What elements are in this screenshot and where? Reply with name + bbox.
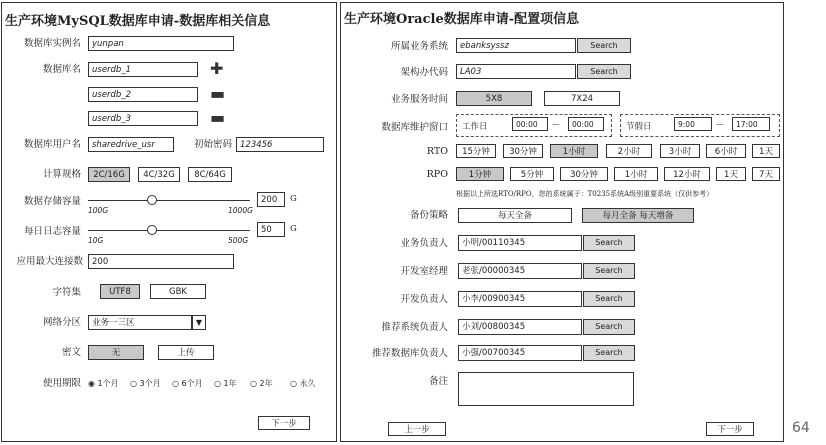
zone-label: 网络分区 <box>42 317 81 328</box>
dev-mgr-search-button[interactable]: Search <box>583 263 635 279</box>
remark-label: 备注 <box>428 376 448 387</box>
system-input[interactable]: ebanksyssz <box>456 38 576 53</box>
log-label: 每日日志容量 <box>23 226 81 237</box>
org-input[interactable]: LA03 <box>456 64 576 79</box>
rpo-note: 根据以上所选RTO/RPO，您的系统属于：T0235系统A级别重要系统（仅供参考） <box>456 190 714 198</box>
dbname-input-2[interactable]: userdb_2 <box>88 87 198 102</box>
spec-option-1[interactable]: 2C/16G <box>88 167 130 182</box>
dev-owner-search-button[interactable]: Search <box>583 291 635 307</box>
charset-label: 字符集 <box>52 287 81 298</box>
dev-mgr-input[interactable]: 老张/00000345 <box>458 263 582 279</box>
oracle-form-title: 生产环境Oracle数据库申请-配置项信息 <box>344 12 580 27</box>
system-search-button[interactable]: Search <box>577 38 631 53</box>
biz-owner-label: 业务负责人 <box>400 238 448 249</box>
spec-option-2[interactable]: 4C/32G <box>138 167 180 182</box>
rpo-option[interactable]: 7天 <box>752 167 780 181</box>
rpo-option[interactable]: 30分钟 <box>560 167 608 181</box>
initpwd-label: 初始密码 <box>193 139 232 150</box>
dbname-label: 数据库名 <box>42 64 81 75</box>
rto-option[interactable]: 2小时 <box>606 144 652 158</box>
service-option-7x24[interactable]: 7X24 <box>544 91 620 106</box>
sys-owner-input[interactable]: 小刘/00800345 <box>458 319 582 335</box>
storage-min-label: 100G <box>88 206 109 215</box>
dbuser-input[interactable]: sharedrive_usr <box>88 137 174 152</box>
rto-label: RTO <box>426 146 448 157</box>
period-option-label: 3个月 <box>139 379 161 388</box>
log-max-label: 500G <box>228 236 249 245</box>
maxconn-label: 应用最大连接数 <box>16 256 83 267</box>
workday-label: 工作日 <box>462 122 488 132</box>
charset-option-gbk[interactable]: GBK <box>150 284 206 299</box>
holiday-to-input[interactable]: 17:00 <box>732 117 770 131</box>
storage-unit: G <box>290 194 297 204</box>
maint-window-label: 数据库维护窗口 <box>381 122 448 133</box>
storage-slider-track[interactable] <box>88 200 250 201</box>
storage-label: 数据存储容量 <box>23 196 81 207</box>
workday-to-input[interactable]: 00:00 <box>568 117 604 131</box>
encrypt-option-none[interactable]: 无 <box>88 345 144 360</box>
db-owner-search-button[interactable]: Search <box>583 345 635 361</box>
dbname-input-1[interactable]: userdb_1 <box>88 62 198 77</box>
encrypt-option-upload[interactable]: 上传 <box>158 345 214 360</box>
period-option-label: 永久 <box>299 379 316 388</box>
period-radio-5[interactable]: ○ 2年 <box>250 379 273 388</box>
log-slider-track[interactable] <box>88 230 250 231</box>
encrypt-label: 密文 <box>61 347 81 358</box>
period-option-label: 1个月 <box>97 379 119 388</box>
left-next-button[interactable]: 下一步 <box>258 416 310 430</box>
rpo-option[interactable]: 5分钟 <box>510 167 554 181</box>
maxconn-input[interactable]: 200 <box>88 254 234 269</box>
db-owner-input[interactable]: 小强/00700345 <box>458 345 582 361</box>
rto-option[interactable]: 3小时 <box>660 144 700 158</box>
system-label: 所属业务系统 <box>390 41 448 52</box>
biz-owner-input[interactable]: 小明/00110345 <box>458 235 582 251</box>
zone-select[interactable]: 业务一三区 <box>88 315 192 330</box>
rto-option[interactable]: 15分钟 <box>456 144 496 158</box>
biz-owner-search-button[interactable]: Search <box>583 235 635 251</box>
instance-label: 数据库实例名 <box>23 38 81 49</box>
period-radio-1[interactable]: ◉ 1个月 <box>88 379 119 388</box>
log-unit: G <box>290 224 297 234</box>
db-owner-label: 推荐数据库负责人 <box>371 348 448 359</box>
service-option-5x8[interactable]: 5X8 <box>456 91 532 106</box>
rto-option[interactable]: 1小时 <box>550 144 598 158</box>
sys-owner-search-button[interactable]: Search <box>583 319 635 335</box>
workday-from-input[interactable]: 00:00 <box>512 117 548 131</box>
rto-option[interactable]: 30分钟 <box>503 144 543 158</box>
period-label: 使用期限 <box>42 378 81 389</box>
prev-button[interactable]: 上一步 <box>388 422 446 436</box>
backup-label: 备份策略 <box>409 210 448 221</box>
storage-max-label: 1000G <box>228 206 253 215</box>
rto-option[interactable]: 6小时 <box>706 144 746 158</box>
org-search-button[interactable]: Search <box>577 64 631 79</box>
rpo-option[interactable]: 12小时 <box>664 167 710 181</box>
period-radio-6[interactable]: ○ 永久 <box>290 379 316 388</box>
workday-dash: — <box>552 119 560 128</box>
holiday-dash: — <box>716 119 724 128</box>
dev-owner-input[interactable]: 小李/00900345 <box>458 291 582 307</box>
rpo-option[interactable]: 1小时 <box>614 167 658 181</box>
period-option-label: 2年 <box>259 379 273 388</box>
log-input[interactable]: 50 <box>257 222 285 237</box>
add-dbname-icon[interactable]: ✚ <box>210 59 224 78</box>
storage-input[interactable]: 200 <box>257 192 285 207</box>
rpo-option[interactable]: 1分钟 <box>456 167 504 181</box>
rpo-option[interactable]: 1天 <box>716 167 746 181</box>
rto-option[interactable]: 1天 <box>752 144 780 158</box>
period-option-label: 1年 <box>223 379 237 388</box>
backup-option-daily[interactable]: 每天全备 <box>458 208 572 223</box>
period-radio-4[interactable]: ○ 1年 <box>214 379 237 388</box>
page-number: 64 <box>792 420 810 436</box>
sys-owner-label: 推荐系统负责人 <box>381 322 448 333</box>
initpwd-input[interactable]: 123456 <box>236 137 324 152</box>
remove-dbname-icon-2[interactable]: ▬ <box>210 108 226 127</box>
dev-owner-label: 开发负责人 <box>400 294 448 305</box>
remark-textarea[interactable] <box>458 372 634 406</box>
chevron-down-icon[interactable]: ▼ <box>192 315 206 330</box>
backup-option-monthly[interactable]: 每月全备 每天增备 <box>582 208 694 223</box>
dbname-input-3[interactable]: userdb_3 <box>88 111 198 126</box>
remove-dbname-icon-1[interactable]: ▬ <box>210 84 226 103</box>
service-time-label: 业务服务时间 <box>390 94 448 105</box>
holiday-from-input[interactable]: 9:00 <box>674 117 712 131</box>
period-radio-3[interactable]: ○ 6个月 <box>172 379 203 388</box>
charset-option-utf8[interactable]: UTF8 <box>100 284 140 299</box>
period-option-label: 6个月 <box>181 379 203 388</box>
period-radio-2[interactable]: ○ 3个月 <box>130 379 161 388</box>
dev-mgr-label: 开发室经理 <box>400 266 448 277</box>
instance-input[interactable]: yunpan <box>88 36 234 51</box>
spec-label: 计算规格 <box>42 169 81 180</box>
mysql-form-title: 生产环境MySQL数据库申请-数据库相关信息 <box>5 14 271 29</box>
rpo-label: RPO <box>426 169 448 180</box>
org-label: 架构办代码 <box>400 67 448 78</box>
holiday-label: 节假日 <box>626 122 652 132</box>
log-min-label: 10G <box>88 236 104 245</box>
spec-option-3[interactable]: 8C/64G <box>188 167 232 182</box>
dbuser-label: 数据库用户名 <box>23 139 81 150</box>
right-next-button[interactable]: 下一步 <box>706 422 754 436</box>
